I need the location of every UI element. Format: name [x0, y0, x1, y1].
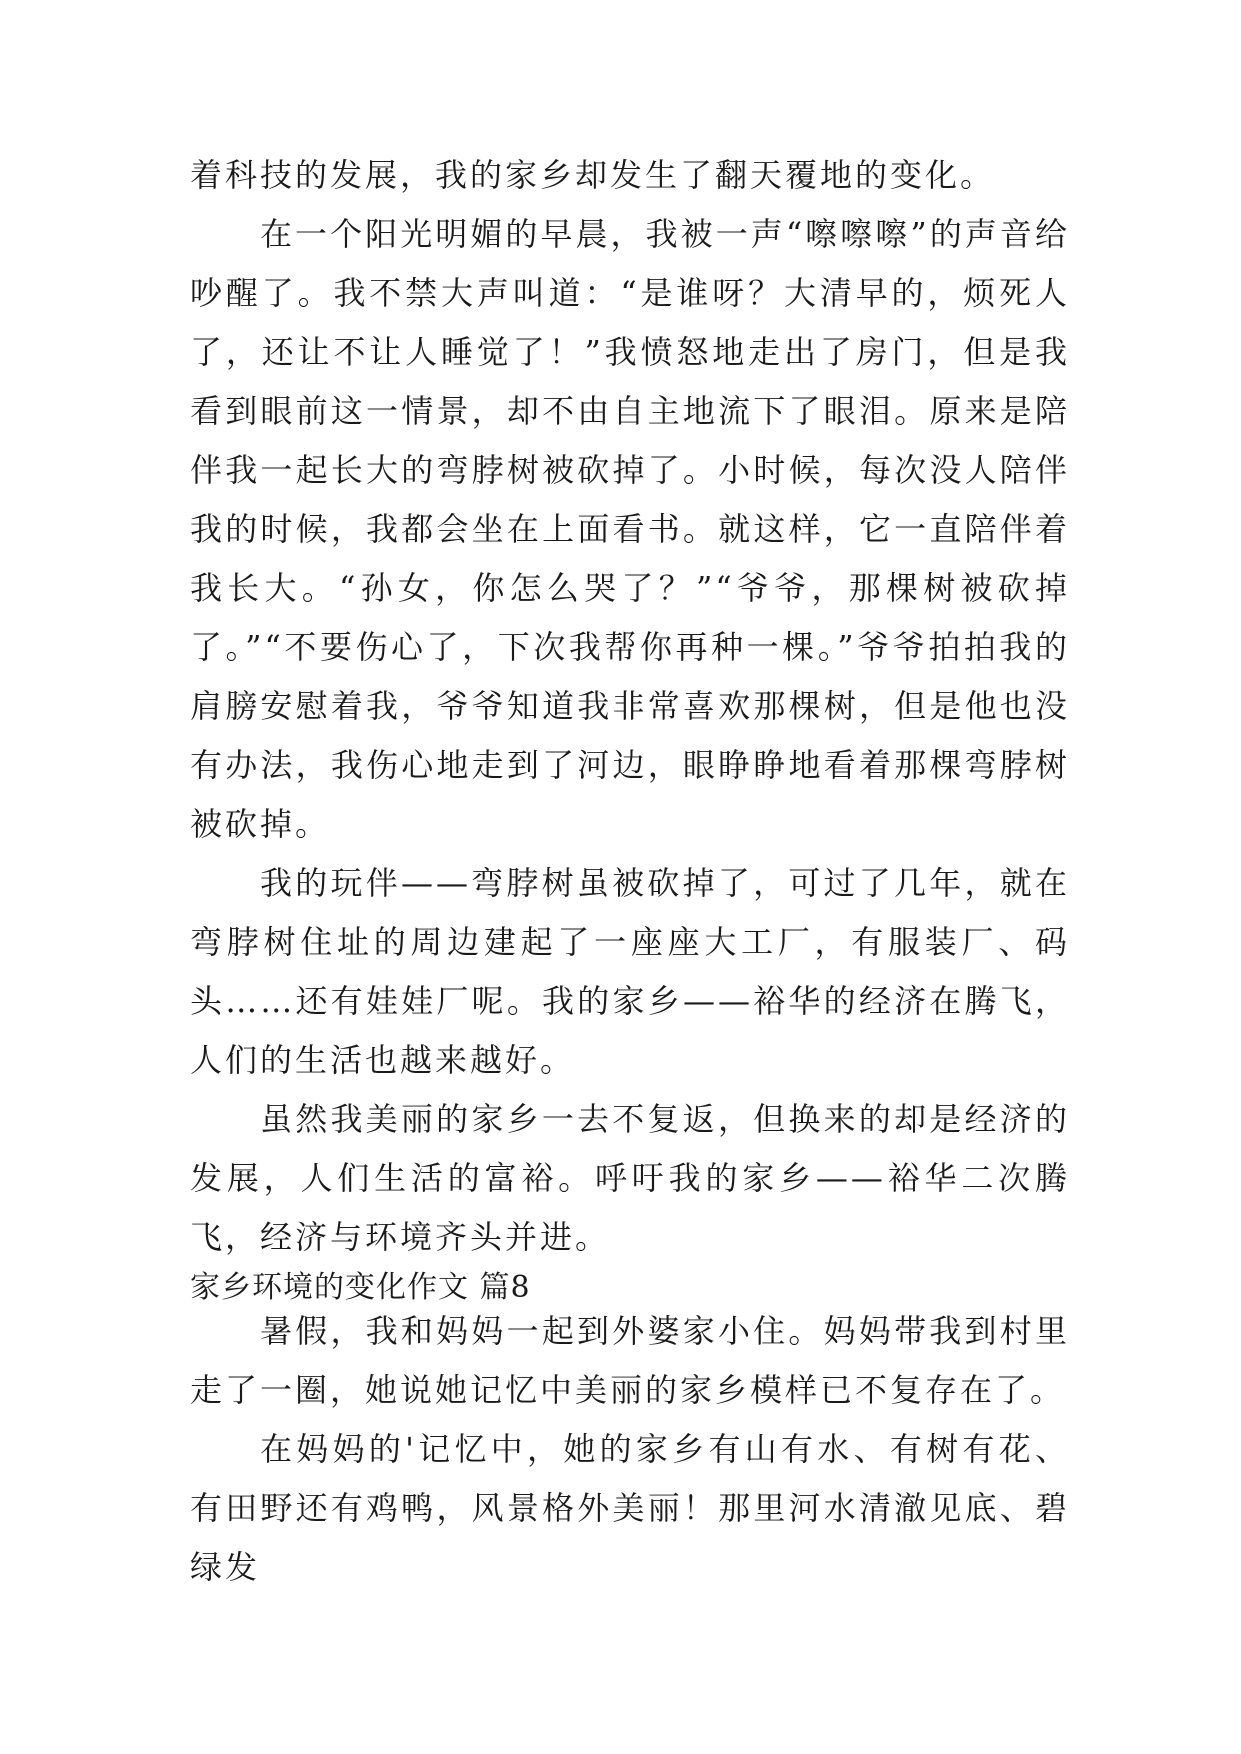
paragraph-factories: 我的玩伴——弯脖树虽被砍掉了，可过了几年，就在弯脖树住址的周边建起了一座座大工厂，有服装厂、码头……还有娃娃厂呢。我的家乡——裕华的经济在腾飞，人们的生活也越来越好。 [190, 864, 1070, 1079]
paragraph-morning-tree: 在一个阳光明媚的早晨，我被一声“嚓嚓嚓”的声音给吵醒了。我不禁大声叫道：“是谁呀？大清早的，烦死人了，还让不让人睡觉了！”我愤怒地走出了房门，但是我看到眼前这一情景，却不由自主地流下了眼泪。原来是陪伴我一起长大的弯脖树被砍掉了。小时候，每次没人陪伴我的时候，我都会坐在上面看书。就这样，它一直陪伴着我长大。“孙女，你怎么哭了？”“爷爷，那棵树被砍掉了。”“不要伤心了，下次我帮你再种一棵。”爷爷拍拍我的肩膀安慰着我，爷爷知道我非常喜欢那棵树，但是他也没有办法，我伤心地走到了河边，眼睁睁地看着那棵弯脖树被砍掉。 [190, 215, 1070, 843]
paragraph-continuation: 着科技的发展，我的家乡却发生了翻天覆地的变化。 [190, 156, 996, 194]
paragraph-summer-visit: 暑假，我和妈妈一起到外婆家小住。妈妈带我到村里走了一圈，她说她记忆中美丽的家乡模样已不复存在了。 [190, 1312, 1070, 1409]
section-title: 家乡环境的变化作文 篇8 [190, 1270, 531, 1305]
paragraph-conclusion: 虽然我美丽的家乡一去不复返，但换来的却是经济的发展，人们生活的富裕。呼吁我的家乡——裕华二次腾飞，经济与环境齐头并进。 [190, 1100, 1070, 1256]
section-2-body [190, 1302, 1070, 1597]
paragraph-mother-memory: 在妈妈的'记忆中，她的家乡有山有水、有树有花、有田野还有鸡鸭，风景格外美丽！那里河水清澈见底、碧绿发 [190, 1430, 1070, 1586]
section-1-body [190, 146, 1070, 1267]
